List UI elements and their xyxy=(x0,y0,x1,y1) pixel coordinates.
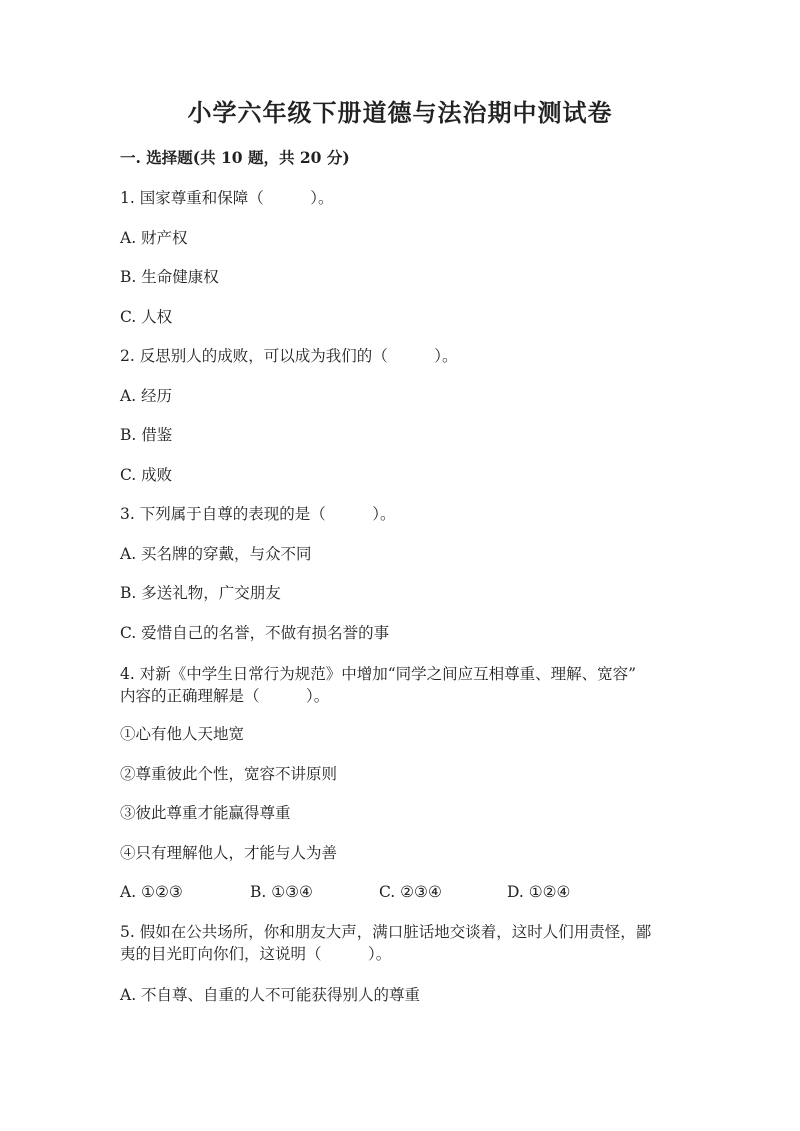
question-4-statement-1: ①心有他人天地宽 xyxy=(120,725,245,743)
question-4-option-b: B. ①③④ xyxy=(250,883,313,901)
question-2-option-a: A. 经历 xyxy=(120,387,173,405)
question-5-option-a: A. 不自尊、自重的人不可能获得别人的尊重 xyxy=(120,986,421,1004)
question-5-stem-line2: 夷的目光盯向你们，这说明（ ）。 xyxy=(120,945,392,963)
question-4-stem-line2: 内容的正确理解是（ ）。 xyxy=(120,687,330,705)
question-2-option-b: B. 借鉴 xyxy=(120,426,173,444)
question-4-stem-line1: 4. 对新《中学生日常行为规范》中增加“同学之间应互相尊重、理解、宽容” xyxy=(120,665,637,683)
page-title: 小学六年级下册道德与法治期中测试卷 xyxy=(187,98,613,127)
question-1-option-a: A. 财产权 xyxy=(120,229,188,247)
question-2-stem: 2. 反思别人的成败，可以成为我们的（ ）。 xyxy=(120,347,458,365)
question-1-option-c: C. 人权 xyxy=(120,308,173,326)
question-4-option-a: A. ①②③ xyxy=(120,883,183,901)
question-3-option-c: C. 爱惜自己的名誉，不做有损名誉的事 xyxy=(120,624,390,642)
question-4-option-c: C. ②③④ xyxy=(379,883,442,901)
question-4-option-d: D. ①②④ xyxy=(507,883,571,901)
question-1-option-b: B. 生命健康权 xyxy=(120,268,219,286)
question-3-option-a: A. 买名牌的穿戴，与众不同 xyxy=(120,545,312,563)
question-4-statement-2: ②尊重彼此个性，宽容不讲原则 xyxy=(120,765,338,783)
question-4-statement-4: ④只有理解他人，才能与人为善 xyxy=(120,844,338,862)
question-5-stem-line1: 5. 假如在公共场所，你和朋友大声，满口脏话地交谈着，这时人们用责怪，鄙 xyxy=(120,923,652,941)
question-3-stem: 3. 下列属于自尊的表现的是（ ）。 xyxy=(120,505,396,523)
question-1-stem: 1. 国家尊重和保障（ ）。 xyxy=(120,189,334,207)
question-2-option-c: C. 成败 xyxy=(120,466,173,484)
question-4-options xyxy=(120,880,680,904)
question-4-statement-3: ③彼此尊重才能赢得尊重 xyxy=(120,804,291,822)
question-3-option-b: B. 多送礼物，广交朋友 xyxy=(120,584,281,602)
section-heading: 一. 选择题(共 10 题，共 20 分) xyxy=(120,148,350,167)
